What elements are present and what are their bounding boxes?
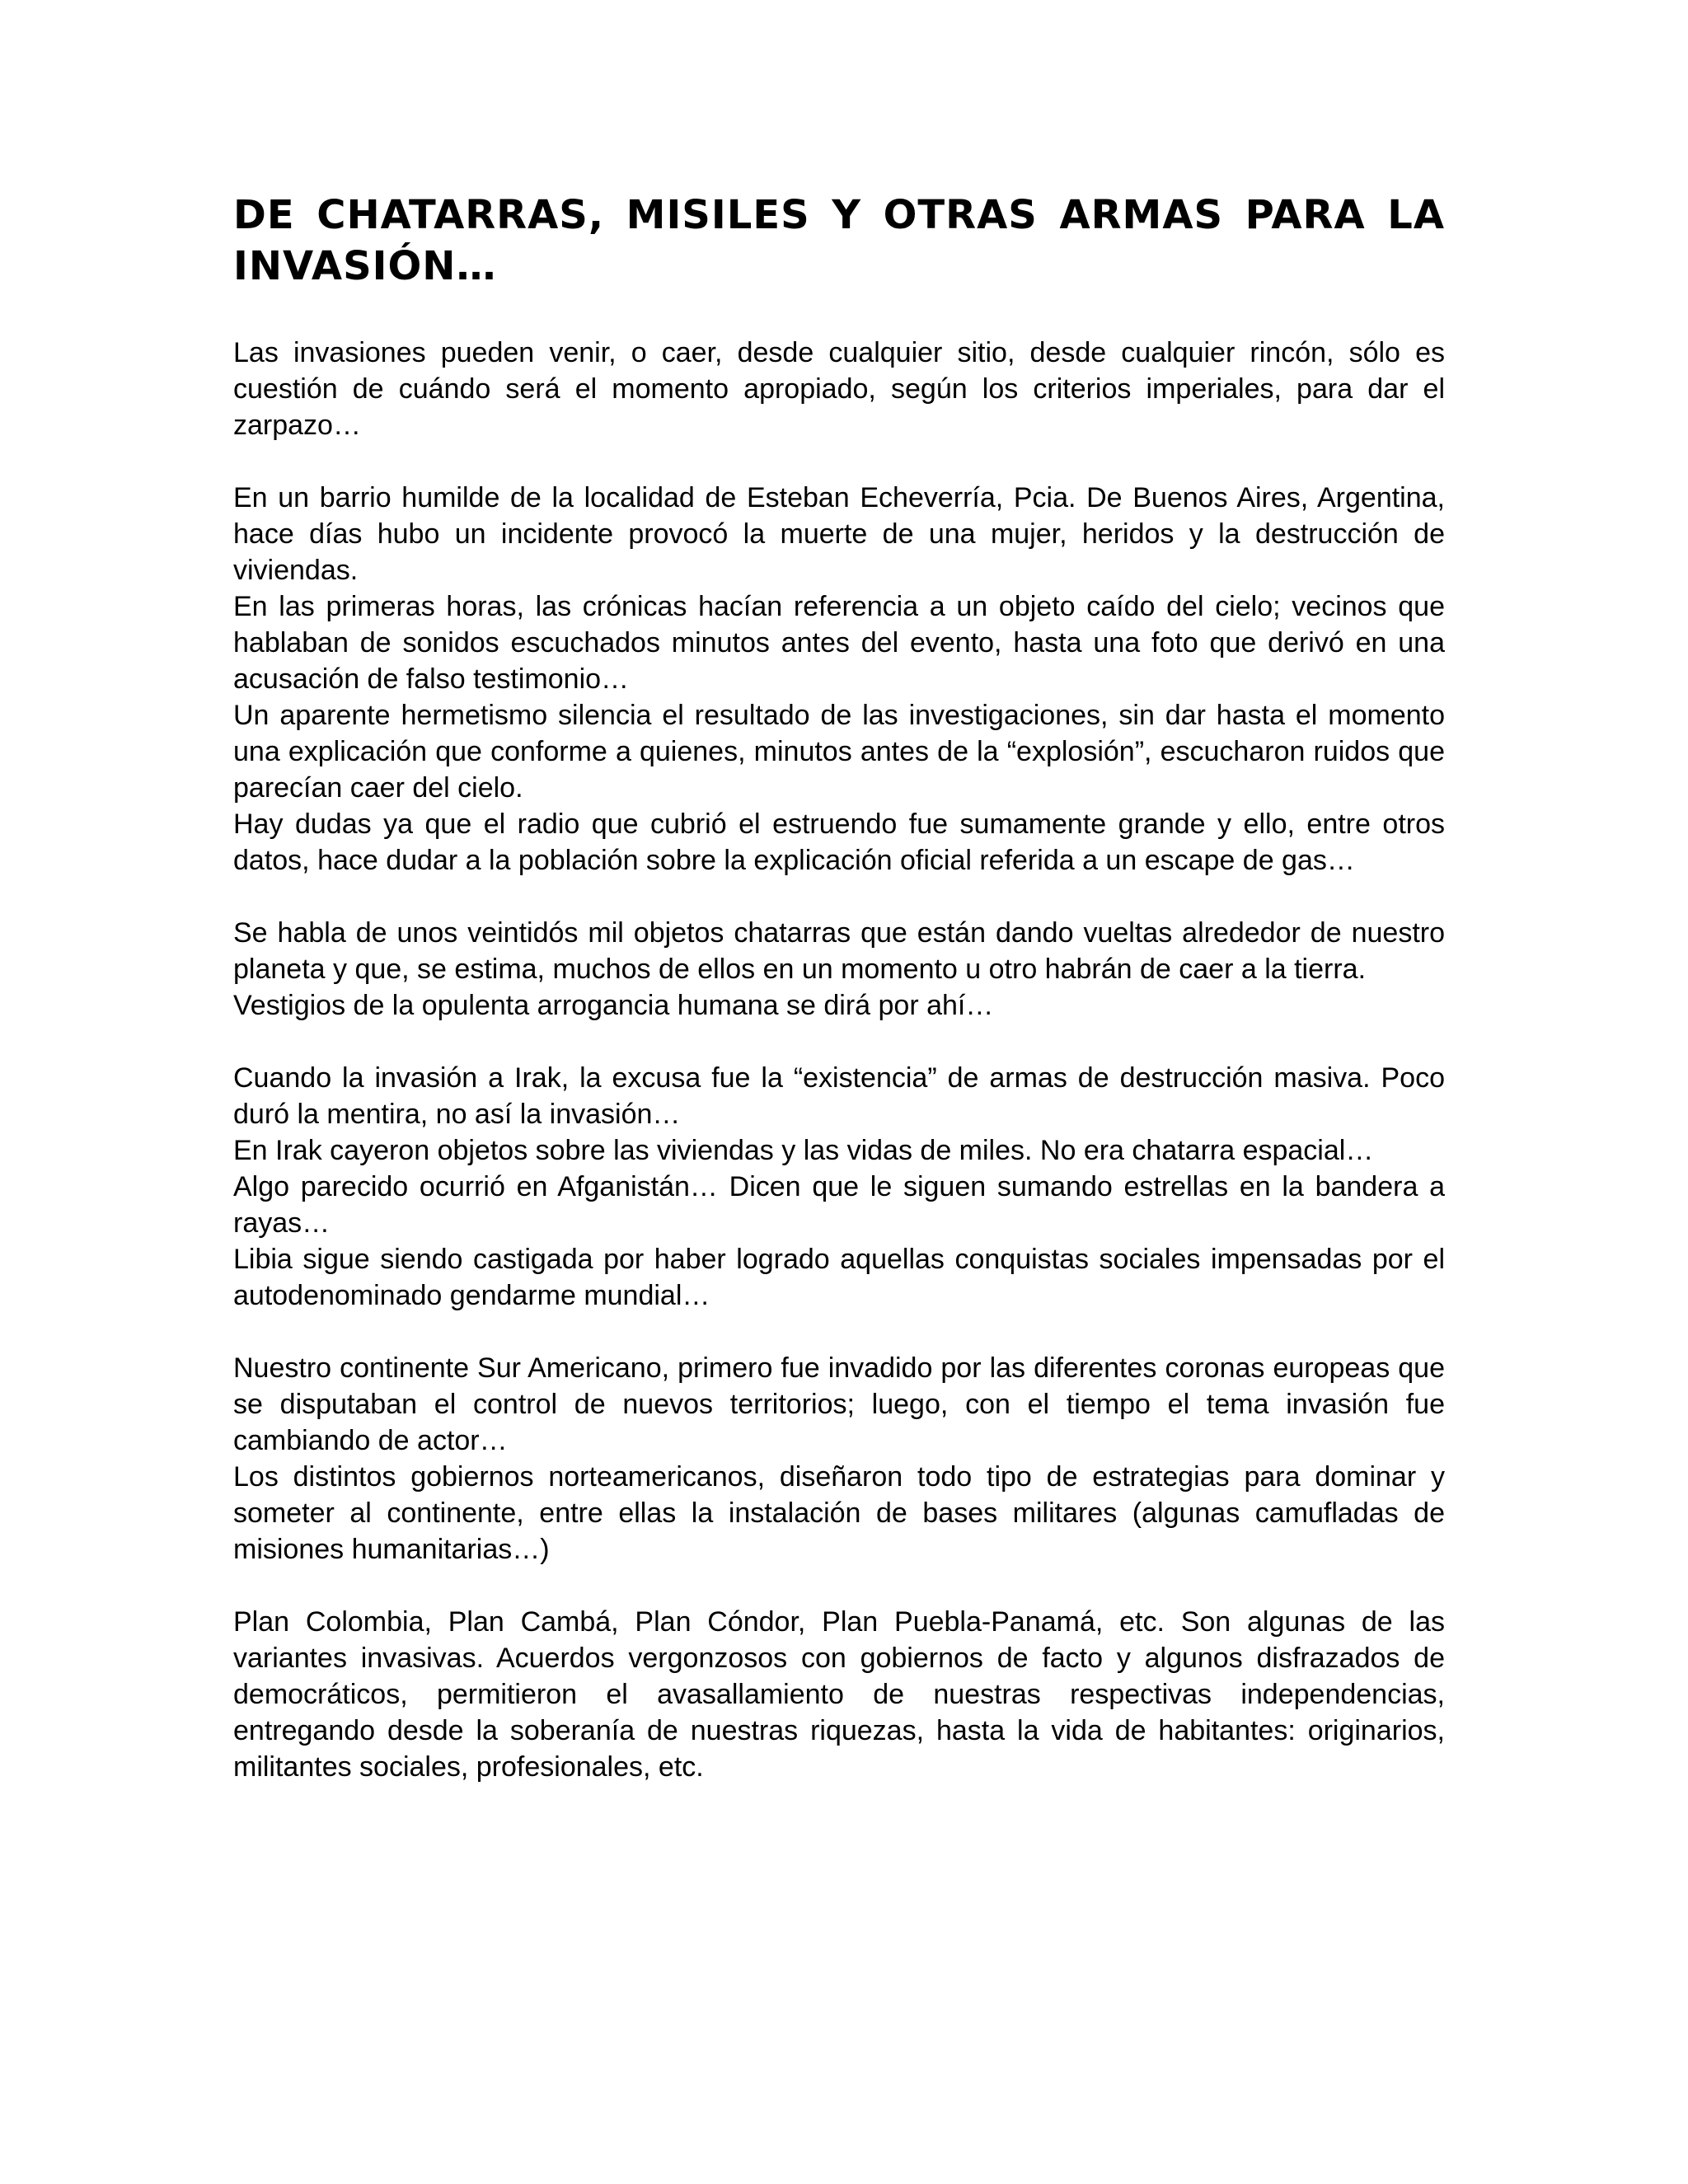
paragraph-line: Las invasiones pueden venir, o caer, desde cualquier sitio, desde cualquier rincón, sólo es cuestión de cuándo será el momento apropiado, según los criterios imperiales, para dar el zarpazo… xyxy=(233,337,1445,441)
paragraph-line: Algo parecido ocurrió en Afganistán… Dicen que le siguen sumando estrellas en la bandera a rayas… xyxy=(233,1171,1445,1239)
paragraph-line: Libia sigue siendo castigada por haber logrado aquellas conquistas sociales impensadas por el autodenominado gendarme mundial… xyxy=(233,1244,1445,1311)
paragraph-line: Hay dudas ya que el radio que cubrió el estruendo fue sumamente grande y ello, entre otros datos, hace dudar a la población sobre la explicación oficial referida a un escape de gas… xyxy=(233,808,1445,876)
paragraph-line: Los distintos gobiernos norteamericanos, diseñaron todo tipo de estrategias para dominar y someter al continente, entre ellas la instalación de bases militares (algunas camufladas de misiones humanitarias…) xyxy=(233,1461,1445,1565)
paragraph-intro xyxy=(233,335,1445,443)
paragraph-space-junk xyxy=(233,915,1445,1024)
paragraph-line: En las primeras horas, las crónicas hacían referencia a un objeto caído del cielo; vecinos que hablaban de sonidos escuchados minutos antes del evento, hasta una foto que derivó en una acusación de falso testimonio… xyxy=(233,591,1445,695)
document-title: DE CHATARRAS, MISILES Y OTRAS ARMAS PARA LA INVASIÓN… xyxy=(233,192,1445,289)
document-page xyxy=(233,190,1445,1821)
paragraph-line: Nuestro continente Sur Americano, primero fue invadido por las diferentes coronas europeas que se disputaban el control de nuevos territorios; luego, con el tiempo el tema invasión fue cambiando de actor… xyxy=(233,1352,1445,1456)
paragraph-line: Vestigios de la opulenta arrogancia humana se dirá por ahí… xyxy=(233,990,994,1021)
paragraph-irak xyxy=(233,1060,1445,1314)
paragraph-line: Se habla de unos veintidós mil objetos chatarras que están dando vueltas alrededor de nuestro planeta y que, se estima, muchos de ellos en un momento u otro habrán de caer a la tierra. xyxy=(233,917,1445,985)
paragraph-line: Cuando la invasión a Irak, la excusa fue la “existencia” de armas de destrucción masiva. Poco duró la mentira, no así la invasión… xyxy=(233,1062,1445,1130)
paragraph-line: Un aparente hermetismo silencia el resultado de las investigaciones, sin dar hasta el momento una explicación que conforme a quienes, minutos antes de la “explosión”, escucharon ruidos que parecían caer del cielo. xyxy=(233,700,1445,804)
paragraph-esteban-echeverria xyxy=(233,480,1445,879)
paragraph-continent xyxy=(233,1350,1445,1568)
paragraph-plans xyxy=(233,1604,1445,1785)
paragraph-line: Plan Colombia, Plan Cambá, Plan Cóndor, Plan Puebla-Panamá, etc. Son algunas de las variantes invasivas. Acuerdos vergonzosos con gobiernos de facto y algunos disfrazados de democráticos, permitieron el avasallamiento de nuestras respectivas independencias, entregando desde la soberanía de nuestras riquezas, hasta la vida de habitantes: originarios, militantes sociales, profesionales, etc. xyxy=(233,1606,1445,1783)
paragraph-line: En Irak cayeron objetos sobre las viviendas y las vidas de miles. No era chatarra espacial… xyxy=(233,1135,1374,1166)
paragraph-line: En un barrio humilde de la localidad de Esteban Echeverría, Pcia. De Buenos Aires, Argentina, hace días hubo un incidente provocó la muerte de una mujer, heridos y la destrucción de viviendas. xyxy=(233,482,1445,586)
